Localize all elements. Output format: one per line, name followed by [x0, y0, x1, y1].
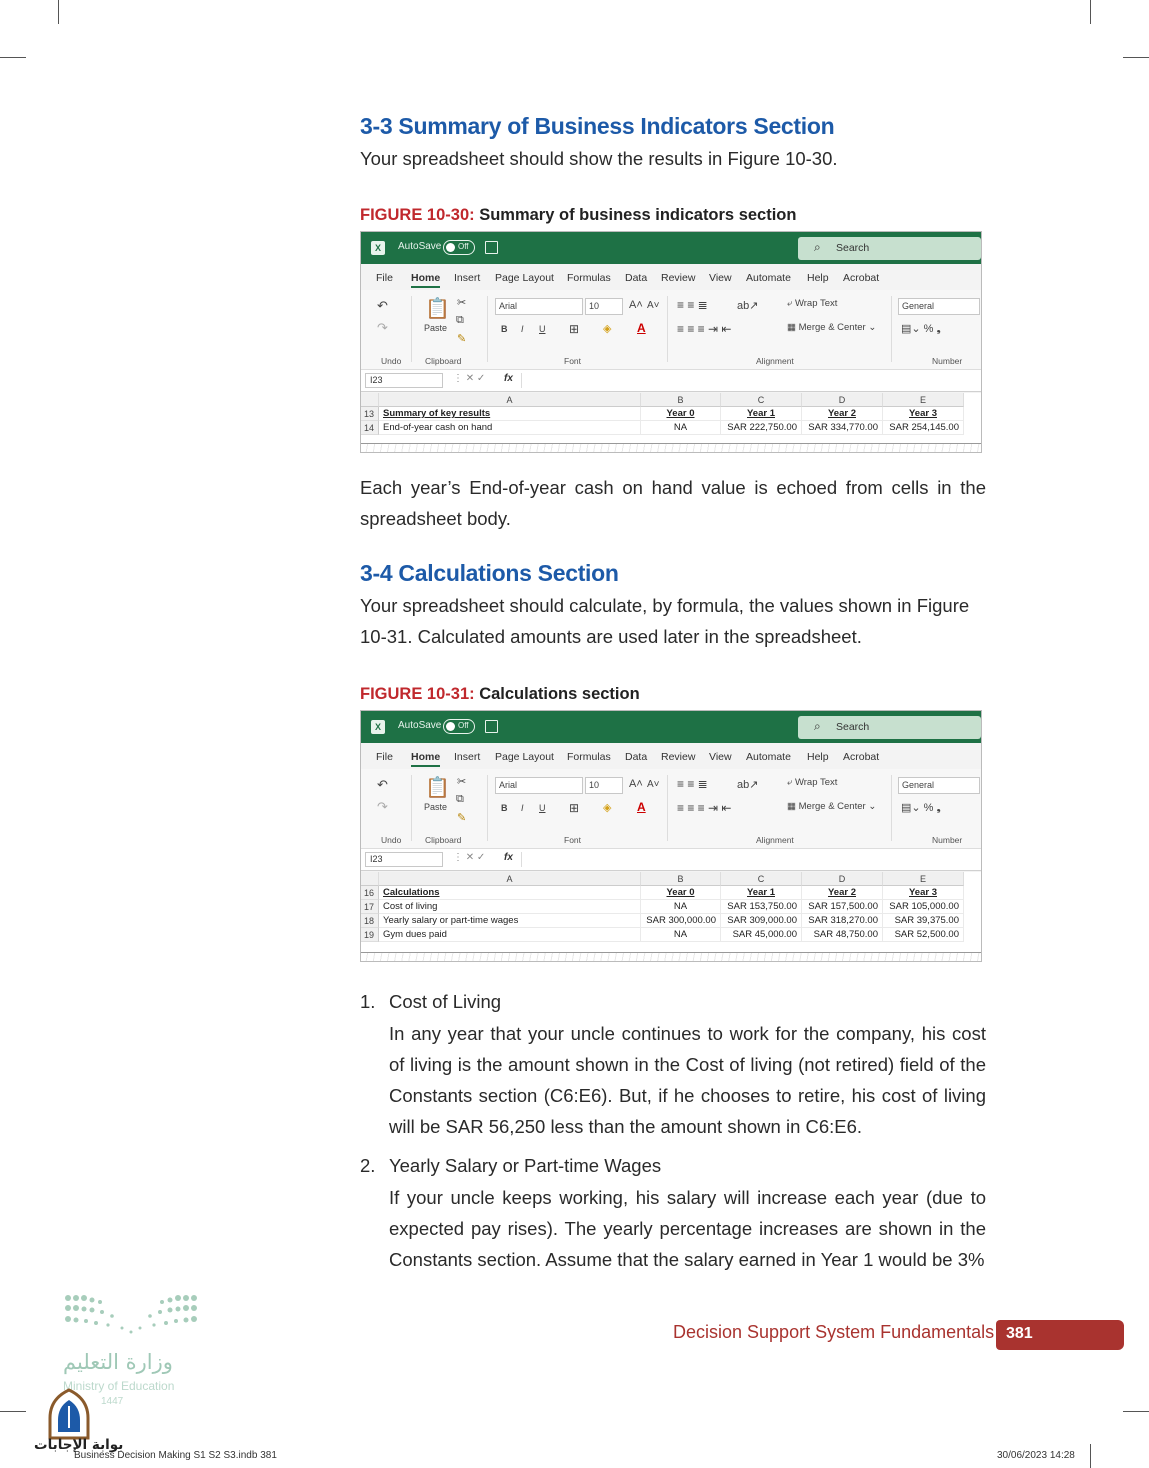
copy-icon[interactable]: ⧉	[456, 793, 464, 805]
column-header[interactable]: C	[721, 393, 802, 407]
orientation-icon[interactable]: ab↗	[737, 779, 759, 791]
list-item-title: Yearly Salary or Part-time Wages	[389, 1155, 662, 1176]
watermark-logo-icon	[46, 1388, 92, 1440]
excel-screenshot-1031	[360, 710, 982, 962]
tab-formulas[interactable]: Formulas	[567, 751, 611, 763]
format-painter-icon[interactable]: ✎	[457, 812, 467, 824]
select-all-corner[interactable]	[361, 393, 379, 407]
fill-color-icon[interactable]: ◈	[603, 323, 612, 335]
formula-input[interactable]	[521, 852, 977, 867]
excel-logo-icon: X	[371, 241, 385, 255]
merge-center-label: Merge & Center	[798, 322, 866, 333]
table-cell[interactable]: SAR 300,000.00	[641, 914, 721, 928]
tab-review[interactable]: Review	[661, 272, 696, 284]
group-clipboard: Clipboard	[425, 356, 462, 366]
tab-file[interactable]: File	[376, 272, 393, 284]
table-cell[interactable]: SAR 334,770.00	[802, 421, 883, 435]
torn-edge	[361, 443, 981, 453]
wrap-text-label: Wrap Text	[794, 777, 838, 788]
excel-logo-icon: X	[371, 720, 385, 734]
wrap-text-button[interactable]: ⤶ Wrap Text	[787, 777, 838, 788]
group-alignment: Alignment	[756, 356, 794, 366]
borders-icon[interactable]: ⊞	[569, 801, 580, 815]
align-left-icon[interactable]: ≡ ≡ ≡ ⇥ ⇤	[677, 322, 732, 336]
crop-mark	[1123, 1411, 1149, 1412]
orientation-icon[interactable]: ab↗	[737, 300, 759, 312]
section-heading-33: 3-3 Summary of Business Indicators Section	[360, 113, 835, 139]
formula-bar	[361, 849, 981, 871]
group-number: Number	[932, 356, 963, 366]
ribbon-tabs	[361, 264, 981, 290]
ministry-logo-icon	[64, 1292, 198, 1338]
table-cell[interactable]: Year 2	[802, 886, 883, 900]
search-icon: ⌕	[814, 240, 821, 254]
formula-input[interactable]	[521, 373, 977, 388]
list-number: 1.	[360, 991, 376, 1012]
column-header[interactable]: A	[379, 872, 641, 886]
column-header[interactable]: B	[641, 872, 721, 886]
accounting-format-icon[interactable]: ▤⌄ % ❟	[901, 323, 941, 335]
borders-icon[interactable]: ⊞	[569, 322, 580, 336]
tab-data[interactable]: Data	[625, 272, 648, 284]
save-icon[interactable]	[485, 241, 498, 254]
font-name-select[interactable]: Arial	[495, 777, 583, 794]
tab-automate[interactable]: Automate	[746, 272, 791, 284]
table-cell[interactable]: Year 3	[883, 886, 964, 900]
bold-icon[interactable]: B	[501, 324, 508, 334]
crop-mark	[1123, 57, 1149, 58]
table-cell[interactable]: SAR 222,750.00	[721, 421, 802, 435]
watermark-text: بوابة الإجابات	[34, 1437, 124, 1453]
table-cell[interactable]: Year 3	[883, 407, 964, 421]
align-top-icon[interactable]: ≡ ≡ ≣	[677, 298, 708, 312]
font-name-select[interactable]: Arial	[495, 298, 583, 315]
table-cell[interactable]: Summary of key results	[379, 407, 641, 421]
table-cell[interactable]: Year 2	[802, 407, 883, 421]
italic-icon[interactable]: I	[521, 324, 524, 334]
search-icon: ⌕	[814, 719, 821, 733]
tab-help[interactable]: Help	[807, 272, 829, 284]
ministry-name-english: Ministry of Education	[63, 1379, 175, 1393]
font-color-icon[interactable]: A	[637, 321, 646, 335]
formula-controls: ⋮ ✕ ✓	[453, 852, 486, 863]
undo-icon[interactable]: ↶	[377, 298, 388, 313]
formula-bar	[361, 370, 981, 392]
fill-color-icon[interactable]: ◈	[603, 802, 612, 814]
autosave-label: AutoSave	[398, 241, 442, 252]
search-box[interactable]	[798, 237, 981, 260]
format-painter-icon[interactable]: ✎	[457, 333, 467, 345]
excel-screenshot-1030	[360, 231, 982, 453]
section-intro-34: Your spreadsheet should calculate, by formula, the values shown in Figure 10-31. Calculated amounts are used later in the spreadsheet.	[360, 595, 970, 647]
tab-review[interactable]: Review	[661, 751, 696, 763]
tab-formulas[interactable]: Formulas	[567, 272, 611, 284]
page-number: 381	[996, 1320, 1124, 1350]
tab-view[interactable]: View	[709, 272, 732, 284]
font-size-select[interactable]: 10	[585, 298, 623, 315]
sheet-grid	[361, 872, 981, 952]
tab-help[interactable]: Help	[807, 751, 829, 763]
name-box[interactable]: I23	[365, 373, 443, 388]
accounting-format-icon[interactable]: ▤⌄ % ❟	[901, 802, 941, 814]
figure-number: FIGURE 10-31:	[360, 685, 475, 703]
row-header[interactable]: 16	[361, 886, 379, 900]
table-cell[interactable]: SAR 153,750.00	[721, 900, 802, 914]
figure-title: Calculations section	[474, 685, 640, 703]
merge-center-label: Merge & Center	[798, 801, 866, 812]
tab-acrobat[interactable]: Acrobat	[843, 751, 880, 763]
decrease-font-icon[interactable]: A˅	[647, 779, 660, 790]
crop-mark	[0, 1411, 26, 1412]
table-cell[interactable]: NA	[641, 928, 721, 942]
paste-icon[interactable]: 📋	[425, 777, 450, 799]
toggle-label: Off	[458, 242, 469, 251]
undo-icon[interactable]: ↶	[377, 777, 388, 792]
table-cell[interactable]: SAR 157,500.00	[802, 900, 883, 914]
ministry-name-arabic: وزارة التعليم	[63, 1350, 173, 1374]
tab-acrobat[interactable]: Acrobat	[843, 272, 880, 284]
tab-insert[interactable]: Insert	[454, 751, 481, 763]
footer-title: Decision Support System Fundamentals	[673, 1322, 995, 1342]
ribbon-tabs	[361, 743, 981, 769]
paste-icon[interactable]: 📋	[425, 298, 450, 320]
font-size-select[interactable]: 10	[585, 777, 623, 794]
tab-home[interactable]: Home	[411, 272, 440, 288]
crop-mark	[58, 0, 59, 24]
table-cell[interactable]: Year 0	[641, 886, 721, 900]
section-heading-34: 3-4 Calculations Section	[360, 560, 619, 586]
tab-view[interactable]: View	[709, 751, 732, 763]
table-cell[interactable]: Yearly salary or part-time wages	[379, 914, 641, 928]
increase-font-icon[interactable]: A˄	[629, 299, 643, 311]
align-top-icon[interactable]: ≡ ≡ ≣	[677, 777, 708, 791]
table-cell[interactable]: SAR 254,145.00	[883, 421, 964, 435]
print-slug-date: 30/06/2023 14:28	[997, 1450, 1075, 1461]
row-header[interactable]: 19	[361, 928, 379, 942]
group-undo: Undo	[381, 835, 402, 845]
list-item-body: If your uncle keeps working, his salary will increase each year (due to expected pay rises). The yearly percentage increases are shown in the Constants section. Assume that the salary earned in Year 1 would be 3%	[389, 1187, 986, 1270]
tab-insert[interactable]: Insert	[454, 272, 481, 284]
redo-icon[interactable]: ↷	[377, 320, 388, 335]
fx-icon[interactable]: fx	[504, 852, 513, 863]
table-cell[interactable]: End-of-year cash on hand	[379, 421, 641, 435]
list-number: 2.	[360, 1155, 376, 1176]
row-header[interactable]: 14	[361, 421, 379, 435]
row-header[interactable]: 13	[361, 407, 379, 421]
formula-controls: ⋮ ✕ ✓	[453, 373, 486, 384]
ribbon	[361, 769, 981, 849]
tab-page-layout[interactable]: Page Layout	[495, 751, 554, 763]
table-cell[interactable]: Year 1	[721, 886, 802, 900]
save-icon[interactable]	[485, 720, 498, 733]
increase-font-icon[interactable]: A˄	[629, 778, 643, 790]
group-clipboard: Clipboard	[425, 835, 462, 845]
print-slug-file: Business Decision Making S1 S2 S3.indb 381	[74, 1450, 277, 1461]
table-cell[interactable]: NA	[641, 900, 721, 914]
group-undo: Undo	[381, 356, 402, 366]
wrap-text-label: Wrap Text	[794, 298, 838, 309]
autosave-toggle[interactable]	[443, 719, 475, 734]
column-header[interactable]: A	[379, 393, 641, 407]
group-number: Number	[932, 835, 963, 845]
paste-label: Paste	[424, 323, 448, 333]
paste-label: Paste	[424, 802, 448, 812]
cut-icon[interactable]: ✂	[457, 297, 467, 309]
ministry-year: 1447	[101, 1396, 124, 1407]
merge-center-button[interactable]: ▦ Merge & Center ⌄	[787, 801, 877, 812]
torn-edge	[361, 952, 981, 962]
column-header[interactable]: D	[802, 393, 883, 407]
underline-icon[interactable]: U	[539, 324, 546, 334]
tab-file[interactable]: File	[376, 751, 393, 763]
select-all-corner[interactable]	[361, 872, 379, 886]
group-alignment: Alignment	[756, 835, 794, 845]
tab-page-layout[interactable]: Page Layout	[495, 272, 554, 284]
table-cell[interactable]: SAR 105,000.00	[883, 900, 964, 914]
table-cell[interactable]: SAR 52,500.00	[883, 928, 964, 942]
excel-title-bar	[361, 711, 981, 743]
name-box[interactable]: I23	[365, 852, 443, 867]
tab-data[interactable]: Data	[625, 751, 648, 763]
group-font: Font	[564, 356, 582, 366]
column-header[interactable]: E	[883, 872, 964, 886]
toggle-label: Off	[458, 721, 469, 730]
table-cell[interactable]: SAR 39,375.00	[883, 914, 964, 928]
table-cell[interactable]: SAR 48,750.00	[802, 928, 883, 942]
column-header[interactable]: D	[802, 872, 883, 886]
figure-number: FIGURE 10-30:	[360, 206, 475, 224]
excel-title-bar	[361, 232, 981, 264]
table-cell[interactable]: NA	[641, 421, 721, 435]
copy-icon[interactable]: ⧉	[456, 314, 464, 326]
table-cell[interactable]: Cost of living	[379, 900, 641, 914]
search-placeholder: Search	[836, 721, 870, 733]
row-header[interactable]: 18	[361, 914, 379, 928]
crop-mark	[1090, 0, 1091, 24]
search-box[interactable]	[798, 716, 981, 739]
figure-caption-1031	[360, 685, 640, 704]
number-format-select[interactable]: General	[898, 298, 980, 315]
ribbon	[361, 290, 981, 370]
italic-icon[interactable]: I	[521, 803, 524, 813]
figure-title: Summary of business indicators section	[474, 206, 797, 224]
tab-automate[interactable]: Automate	[746, 751, 791, 763]
autosave-label: AutoSave	[398, 720, 442, 731]
column-header[interactable]: E	[883, 393, 964, 407]
figure-caption-1030	[360, 206, 796, 225]
align-left-icon[interactable]: ≡ ≡ ≡ ⇥ ⇤	[677, 801, 732, 815]
wrap-text-button[interactable]: ⤶ Wrap Text	[787, 298, 838, 309]
bold-icon[interactable]: B	[501, 803, 508, 813]
sheet-grid	[361, 393, 981, 443]
cut-icon[interactable]: ✂	[457, 776, 467, 788]
decrease-font-icon[interactable]: A˅	[647, 300, 660, 311]
fx-icon[interactable]: fx	[504, 373, 513, 384]
group-font: Font	[564, 835, 582, 845]
paragraph-echo: Each year’s End-of-year cash on hand value is echoed from cells in the spreadsheet body.	[360, 477, 986, 529]
table-cell[interactable]: SAR 309,000.00	[721, 914, 802, 928]
number-format-select[interactable]: General	[898, 777, 980, 794]
table-cell[interactable]: SAR 318,270.00	[802, 914, 883, 928]
crop-mark	[0, 57, 26, 58]
column-header[interactable]: B	[641, 393, 721, 407]
section-intro-33: Your spreadsheet should show the results in Figure 10-30.	[360, 148, 838, 169]
list-item-body: In any year that your uncle continues to work for the company, his cost of living is the amount shown in the Cost of living (not retired) field of the Constants section (C6:E6). But, if he chooses to retire, his cost of living will be SAR 56,250 less than the amount shown in C6:E6.	[389, 1023, 986, 1137]
underline-icon[interactable]: U	[539, 803, 546, 813]
crop-mark	[1090, 1444, 1091, 1468]
table-cell[interactable]: SAR 45,000.00	[721, 928, 802, 942]
table-cell[interactable]: Year 0	[641, 407, 721, 421]
redo-icon[interactable]: ↷	[377, 799, 388, 814]
autosave-toggle[interactable]	[443, 240, 475, 255]
list-item-title: Cost of Living	[389, 991, 502, 1012]
column-header[interactable]: C	[721, 872, 802, 886]
row-header[interactable]: 17	[361, 900, 379, 914]
table-cell[interactable]: Calculations	[379, 886, 641, 900]
table-cell[interactable]: Year 1	[721, 407, 802, 421]
search-placeholder: Search	[836, 242, 870, 254]
table-cell[interactable]: Gym dues paid	[379, 928, 641, 942]
tab-home[interactable]: Home	[411, 751, 440, 767]
font-color-icon[interactable]: A	[637, 800, 646, 814]
merge-center-button[interactable]: ▦ Merge & Center ⌄	[787, 322, 877, 333]
